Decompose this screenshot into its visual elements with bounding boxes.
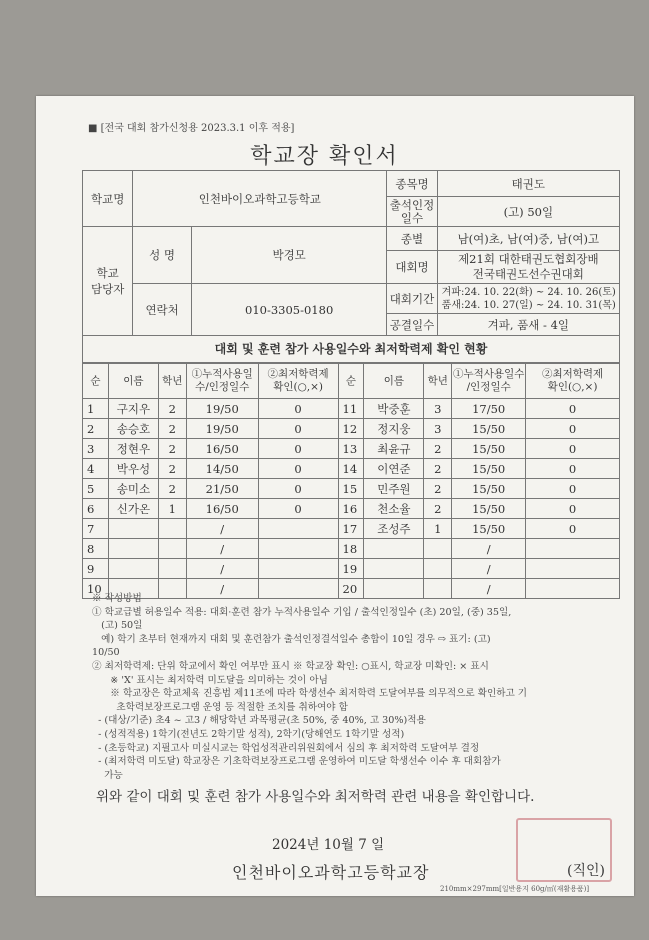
table-cell: 16 xyxy=(338,499,364,519)
table-cell: 0 xyxy=(526,399,620,419)
period-label: 대회기간 xyxy=(387,284,437,314)
table-cell: 3 xyxy=(83,439,109,459)
table-cell xyxy=(364,559,424,579)
table-cell: 0 xyxy=(526,439,620,459)
instruction-line: - (성적적용) 1학기(전년도 2학기말 성적), 2학기(당해연도 1학기말 성적) xyxy=(92,728,405,740)
instruction-line: 10/50 xyxy=(92,647,120,659)
name-value: 박경모 xyxy=(191,227,386,284)
table-cell: 15/50 xyxy=(452,499,526,519)
table-cell: 4 xyxy=(83,459,109,479)
table-cell: 0 xyxy=(258,399,338,419)
table-cell: 19/50 xyxy=(186,419,258,439)
table-cell: 12 xyxy=(338,419,364,439)
table-cell: 0 xyxy=(526,479,620,499)
section-title: 대회 및 훈련 참가 사용일수와 최저학력제 확인 현황 xyxy=(82,335,620,363)
table-row xyxy=(83,459,620,479)
school-signature: 인천바이오과학고등학교장 xyxy=(232,863,430,882)
table-cell: 0 xyxy=(258,439,338,459)
table-cell: 민주원 xyxy=(364,479,424,499)
table-cell xyxy=(158,559,186,579)
table-cell: 정현우 xyxy=(108,439,158,459)
table-cell: 16/50 xyxy=(186,439,258,459)
instruction-line: ① 학교급별 허용일수 적용: 대회·훈련 참가 누적사용일수 기입 / 출석인정일수 (초) 20일, (중) 35일, xyxy=(92,606,512,618)
official-days-label: 공결일수 xyxy=(387,314,437,336)
instruction-line: (고) 50일 xyxy=(92,620,143,632)
staff-label: 학교 담당자 xyxy=(83,227,133,336)
table-cell xyxy=(108,559,158,579)
instruction-line: ※ 학교장은 학교체육 진흥법 제11조에 따라 학생선수 최저학력 도달여부를 의무적으로 확인하고 기 xyxy=(92,688,528,700)
header-note: ■ [전국 대회 참가신청용 2023.3.1 이후 적용] xyxy=(88,123,295,134)
instruction-line: 가능 xyxy=(92,769,123,781)
table-cell: / xyxy=(452,579,526,599)
table-header-row xyxy=(83,364,620,399)
table-row xyxy=(83,399,620,419)
instruction-line: - (초등학교) 지필고사 미실시교는 학업성적관리위원회에서 심의 후 최저학력 도달여부 결정 xyxy=(92,742,480,754)
column-header: ①누적사용일 수/인정일수 xyxy=(186,364,258,399)
table-cell: 2 xyxy=(158,399,186,419)
instructions xyxy=(92,592,612,782)
table-cell: 박우성 xyxy=(108,459,158,479)
page-title: 학교장 확인서 xyxy=(250,144,399,169)
table-row xyxy=(83,479,620,499)
column-header: 이름 xyxy=(108,364,158,399)
table-cell: 정지웅 xyxy=(364,419,424,439)
table-cell: 20 xyxy=(338,579,364,599)
days-value: (고) 50일 xyxy=(437,197,619,227)
date-text: 2024년 10월 7 일 xyxy=(272,837,385,853)
table-cell: 2 xyxy=(424,479,452,499)
table-cell: 2 xyxy=(83,419,109,439)
table-cell: 최윤규 xyxy=(364,439,424,459)
confirmation-text: 위와 같이 대회 및 훈련 참가 사용일수와 최저학력 관련 내용을 확인합니다. xyxy=(96,789,535,805)
table-cell xyxy=(158,539,186,559)
table-cell: 2 xyxy=(158,479,186,499)
table-cell: 14/50 xyxy=(186,459,258,479)
official-days-value: 겨파, 품새 - 4일 xyxy=(437,314,619,336)
table-row xyxy=(83,559,620,579)
table-cell: 15/50 xyxy=(452,479,526,499)
table-cell: 9 xyxy=(83,559,109,579)
table-cell: 1 xyxy=(424,519,452,539)
table-cell xyxy=(108,519,158,539)
table-cell: 1 xyxy=(158,499,186,519)
table-cell: 18 xyxy=(338,539,364,559)
column-header: 순 xyxy=(83,364,109,399)
table-cell: 2 xyxy=(424,459,452,479)
days-label: 출석인정 일수 xyxy=(387,197,437,227)
table-cell: 조성주 xyxy=(364,519,424,539)
table-cell: 19 xyxy=(338,559,364,579)
instruction-line: ※ 작성방법 xyxy=(92,593,142,604)
contact-label: 연락처 xyxy=(133,284,192,336)
table-cell: 2 xyxy=(424,439,452,459)
table-cell: 15/50 xyxy=(452,439,526,459)
paper-spec: 210mm×297mm[일반용지 60g/㎡(재활용품)] xyxy=(440,885,590,893)
table-cell: 박중훈 xyxy=(364,399,424,419)
contact-value: 010-3305-0180 xyxy=(191,284,386,336)
athlete-table xyxy=(82,363,620,599)
table-cell: 0 xyxy=(258,419,338,439)
table-cell: 10 xyxy=(83,579,109,599)
table-cell xyxy=(258,519,338,539)
seal-label: (직인) xyxy=(567,863,605,879)
table-cell: 2 xyxy=(158,419,186,439)
table-cell xyxy=(158,519,186,539)
table-cell: / xyxy=(452,539,526,559)
table-cell: 0 xyxy=(258,479,338,499)
table-cell: 17/50 xyxy=(452,399,526,419)
table-cell: 14 xyxy=(338,459,364,479)
table-row xyxy=(83,439,620,459)
table-cell: 천소율 xyxy=(364,499,424,519)
instruction-line: ※ 'X' 표시는 최저학력 미도달을 의미하는 것이 아님 xyxy=(92,674,328,686)
table-cell: 0 xyxy=(526,519,620,539)
table-cell: 15 xyxy=(338,479,364,499)
column-header: 순 xyxy=(338,364,364,399)
table-cell: 15/50 xyxy=(452,419,526,439)
gender-value: 남(여)초, 남(여)중, 남(여)고 xyxy=(437,227,619,251)
table-cell xyxy=(526,539,620,559)
school-label: 학교명 xyxy=(83,171,133,227)
instruction-line: - (대상/기준) 초4 ~ 고3 / 해당학년 과목평균(초 50%, 중 40%, 고 30%)적용 xyxy=(92,715,426,727)
column-header: ②최저학력제 확인(○,×) xyxy=(526,364,620,399)
table-cell: 15/50 xyxy=(452,459,526,479)
table-cell: / xyxy=(186,579,258,599)
table-cell xyxy=(258,559,338,579)
event-label: 종목명 xyxy=(387,171,437,197)
table-row xyxy=(83,539,620,559)
instruction-line: 초학력보장프로그램 운영 등 적절한 조치를 취하여야 함 xyxy=(92,701,348,713)
table-cell: 16/50 xyxy=(186,499,258,519)
table-cell: 3 xyxy=(424,399,452,419)
column-header: ①누적사용일수 /인정일수 xyxy=(452,364,526,399)
school-value: 인천바이오과학고등학교 xyxy=(133,171,387,227)
period-value: 겨파:24. 10. 22(화) ~ 24. 10. 26(토) 품새:24. 10. 27(일) ~ 24. 10. 31(목) xyxy=(437,284,619,314)
table-cell: 13 xyxy=(338,439,364,459)
table-cell: / xyxy=(452,559,526,579)
table-cell xyxy=(526,559,620,579)
table-row xyxy=(83,419,620,439)
table-row xyxy=(83,499,620,519)
table-cell: 0 xyxy=(258,459,338,479)
table-cell: 5 xyxy=(83,479,109,499)
table-cell: 0 xyxy=(258,499,338,519)
competition-value: 제21회 대한태권도협회장배 전국태권도선수권대회 xyxy=(437,251,619,284)
table-cell: 송미소 xyxy=(108,479,158,499)
table-cell xyxy=(108,539,158,559)
column-header: ②최저학력제 확인(○,×) xyxy=(258,364,338,399)
gender-label: 종별 xyxy=(387,227,437,251)
instruction-line: ② 최저학력제: 단위 학교에서 확인 여부만 표시 ※ 학교장 확인: ○표시, 학교장 미확인: × 표시 xyxy=(92,660,489,672)
table-cell: 17 xyxy=(338,519,364,539)
table-cell: / xyxy=(186,539,258,559)
event-value: 태권도 xyxy=(437,171,619,197)
table-cell xyxy=(364,539,424,559)
table-cell: 0 xyxy=(526,419,620,439)
info-table xyxy=(82,170,620,336)
table-cell: 0 xyxy=(526,459,620,479)
table-cell xyxy=(258,539,338,559)
table-cell xyxy=(424,539,452,559)
column-header: 이름 xyxy=(364,364,424,399)
table-row xyxy=(83,519,620,539)
table-cell: 21/50 xyxy=(186,479,258,499)
table-cell: / xyxy=(186,519,258,539)
table-cell: 19/50 xyxy=(186,399,258,419)
table-cell: 11 xyxy=(338,399,364,419)
table-cell: 2 xyxy=(424,499,452,519)
table-cell: 15/50 xyxy=(452,519,526,539)
table-cell: 1 xyxy=(83,399,109,419)
table-cell: 7 xyxy=(83,519,109,539)
column-header: 학년 xyxy=(424,364,452,399)
table-cell: 0 xyxy=(526,499,620,519)
table-cell xyxy=(424,559,452,579)
instruction-line: - (최저학력 미도달) 학교장은 기초학력보장프로그램 운영하여 미도달 학생선수 이수 후 대회참가 xyxy=(92,756,501,768)
table-cell: 8 xyxy=(83,539,109,559)
table-cell: / xyxy=(186,559,258,579)
table-cell: 신가온 xyxy=(108,499,158,519)
table-cell: 송승호 xyxy=(108,419,158,439)
table-cell: 3 xyxy=(424,419,452,439)
table-cell: 2 xyxy=(158,439,186,459)
name-label: 성 명 xyxy=(133,227,192,284)
table-cell: 이연준 xyxy=(364,459,424,479)
table-cell: 구지우 xyxy=(108,399,158,419)
table-cell: 2 xyxy=(158,459,186,479)
competition-label: 대회명 xyxy=(387,251,437,284)
column-header: 학년 xyxy=(158,364,186,399)
instruction-line: 예) 학기 초부터 현재까지 대회 및 훈련참가 출석인정결석일수 총합이 10일 경우 ⇨ 표기: (고) xyxy=(92,633,491,645)
table-cell: 6 xyxy=(83,499,109,519)
